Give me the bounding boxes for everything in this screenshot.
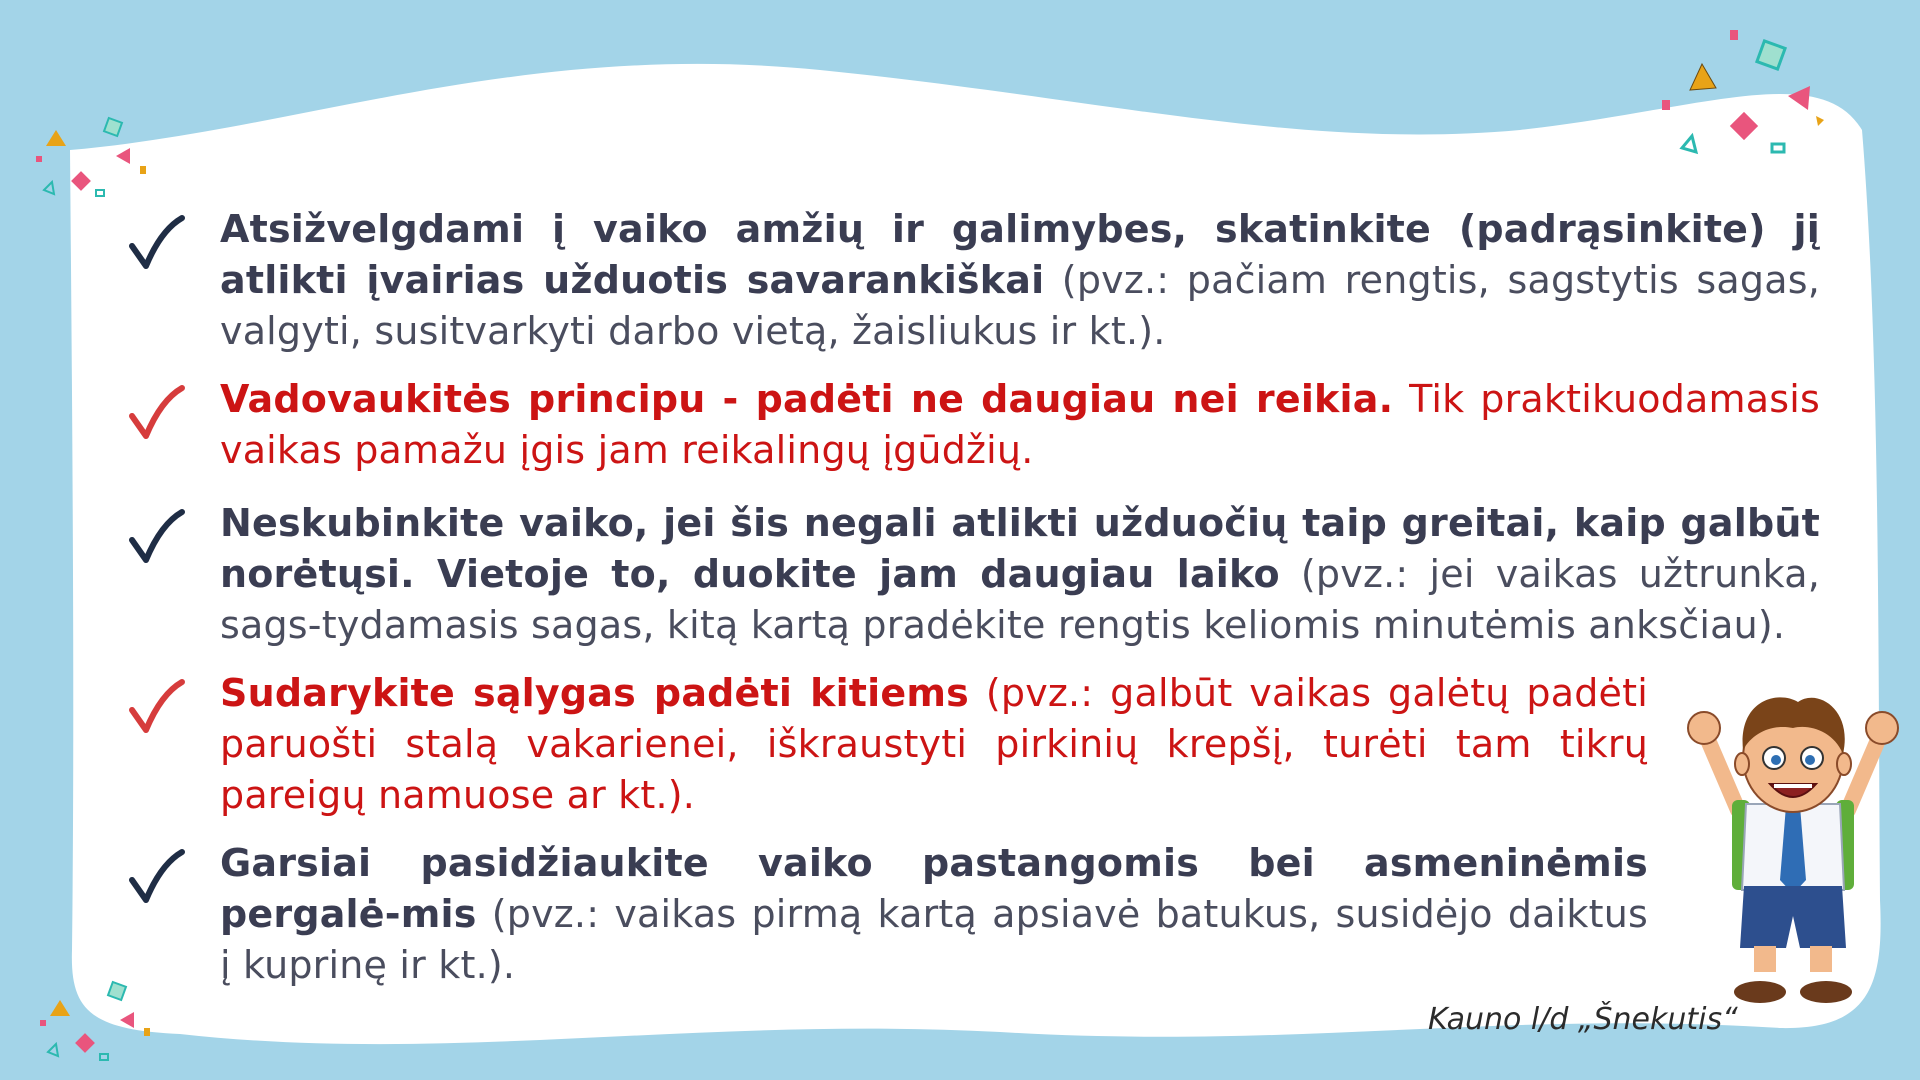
tip-bold-text: Neskubinkite vaiko, jei šis negali atlikti užduočių taip greitai, kaip galbūt norėtųsi. Vietoje to, duokite jam daugiau laiko	[220, 501, 1820, 596]
tip-normal-text: (pvz.: jei vaikas užtrunka, sags-tydamasis sagas, kitą kartą pradėkite rengtis keliomis minutėmis anksčiau).	[220, 552, 1820, 647]
tip-bold-text: Vadovaukitės principu - padėti ne daugiau nei reikia.	[220, 377, 1394, 421]
tip-item	[124, 498, 1820, 651]
tip-item	[124, 204, 1820, 357]
tip-text	[220, 204, 1820, 357]
confetti-icon	[30, 100, 160, 210]
tip-item	[124, 668, 1648, 821]
tip-text	[220, 374, 1820, 476]
tip-normal-text: (pvz.: galbūt vaikas galėtų padėti paruošti stalą vakarienei, iškraustyti pirkinių krepšį, turėti tam tikrų pareigų namuose ar kt.).	[220, 671, 1648, 817]
check-mark-icon	[124, 382, 188, 446]
check-mark-icon	[124, 506, 188, 570]
tip-text	[220, 498, 1820, 651]
author-signature: Kauno l/d „Šnekutis“	[1428, 1002, 1738, 1037]
tip-bold-text: Atsižvelgdami į vaiko amžių ir galimybes, skatinkite (padrąsinkite) jį atlikti įvairias užduotis savarankiškai	[220, 207, 1820, 302]
tip-bold-text: Sudarykite sąlygas padėti kitiems	[220, 671, 969, 715]
tip-item	[124, 374, 1820, 476]
check-mark-icon	[124, 846, 188, 910]
tip-item	[124, 838, 1648, 991]
tip-normal-text: (pvz.: pačiam rengtis, sagstytis sagas, valgyti, susitvarkyti darbo vietą, žaisliukus ir kt.).	[220, 258, 1820, 353]
tip-text	[220, 668, 1648, 821]
check-mark-icon	[124, 212, 188, 276]
tip-normal-text: (pvz.: vaikas pirmą kartą apsiavė batukus, susidėjo daiktus į kuprinę ir kt.).	[220, 892, 1648, 987]
tip-normal-text: Tik praktikuodamasis vaikas pamažu įgis jam reikalingų įgūdžių.	[220, 377, 1820, 472]
tip-text	[220, 838, 1648, 991]
tip-bold-text: Garsiai pasidžiaukite vaiko pastangomis bei asmeninėmis pergalė-mis	[220, 841, 1648, 936]
cartoon-boy-illustration	[1668, 680, 1918, 1010]
confetti-icon	[1640, 20, 1840, 170]
check-mark-icon	[124, 676, 188, 740]
